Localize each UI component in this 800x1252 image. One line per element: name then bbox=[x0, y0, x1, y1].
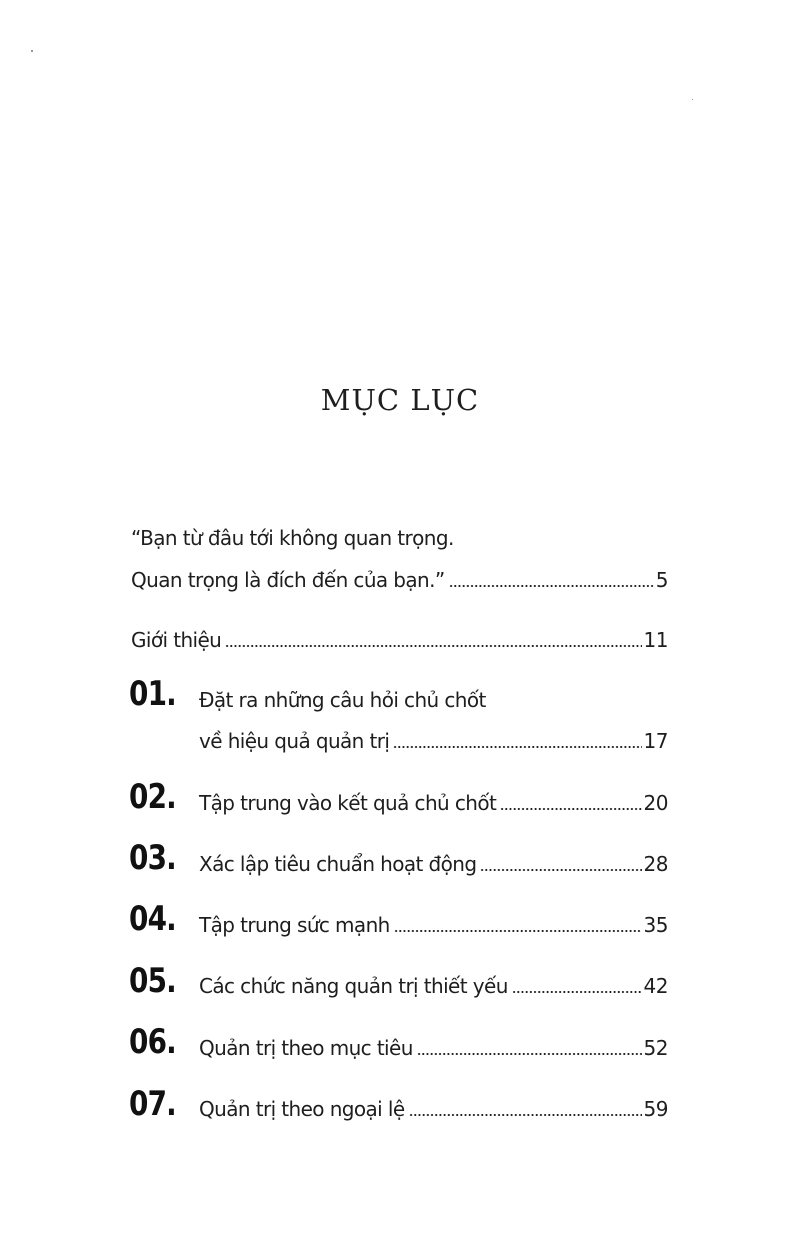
chapter-number: 01. bbox=[129, 674, 176, 714]
chapter-number: 04. bbox=[129, 899, 176, 939]
toc-entry-text: Quan trọng là đích đến của bạn.” bbox=[131, 568, 445, 592]
chapter-number: 07. bbox=[129, 1084, 176, 1124]
toc-entry-text: Tập trung vào kết quả chủ chốt bbox=[199, 791, 497, 815]
dot-leader bbox=[225, 637, 641, 647]
toc-page-number: 17 bbox=[643, 729, 668, 753]
toc-page-number: 11 bbox=[643, 628, 668, 652]
toc-page-number: 5 bbox=[655, 568, 668, 592]
toc-entry-text: Đặt ra những câu hỏi chủ chốt bbox=[199, 688, 486, 712]
toc-entry-chapter-2[interactable] bbox=[199, 781, 668, 815]
dot-leader bbox=[500, 800, 641, 810]
toc-entry-chapter-7[interactable] bbox=[199, 1087, 668, 1121]
toc-page-number: 59 bbox=[643, 1097, 668, 1121]
scan-speck bbox=[692, 99, 693, 100]
toc-entry-intro[interactable] bbox=[131, 618, 668, 652]
chapter-number: 06. bbox=[129, 1022, 176, 1062]
dot-leader bbox=[417, 1045, 642, 1055]
toc-entry-quote-line1 bbox=[131, 516, 668, 550]
chapter-number: 02. bbox=[129, 777, 176, 817]
toc-entry-text: Quản trị theo mục tiêu bbox=[199, 1036, 413, 1060]
scan-speck bbox=[31, 50, 33, 52]
toc-entry-chapter-6[interactable] bbox=[199, 1026, 668, 1060]
toc-page-number: 28 bbox=[643, 852, 668, 876]
toc-entry-chapter-1[interactable] bbox=[199, 719, 668, 753]
toc-entry-chapter-1-line1 bbox=[199, 678, 668, 712]
toc-page-number: 52 bbox=[643, 1036, 668, 1060]
toc-entry-text: Xác lập tiêu chuẩn hoạt động bbox=[199, 852, 477, 876]
toc-page-number: 35 bbox=[643, 913, 668, 937]
dot-leader bbox=[512, 983, 642, 993]
page-title: MỤC LỤC bbox=[320, 383, 480, 417]
toc-entry-text: Các chức năng quản trị thiết yếu bbox=[199, 974, 508, 998]
toc-entry-chapter-3[interactable] bbox=[199, 842, 668, 876]
toc-entry-quote[interactable] bbox=[131, 558, 668, 592]
toc-page-number: 20 bbox=[643, 791, 668, 815]
toc-entry-text: Quản trị theo ngoại lệ bbox=[199, 1097, 405, 1121]
toc-page-number: 42 bbox=[643, 974, 668, 998]
chapter-number: 05. bbox=[129, 961, 176, 1001]
dot-leader bbox=[480, 861, 641, 871]
dot-leader bbox=[393, 738, 641, 748]
toc-entry-chapter-4[interactable] bbox=[199, 903, 668, 937]
dot-leader bbox=[409, 1106, 642, 1116]
toc-entry-text: Giới thiệu bbox=[131, 628, 222, 652]
toc-entry-text: về hiệu quả quản trị bbox=[199, 729, 390, 753]
toc-entry-text: Tập trung sức mạnh bbox=[199, 913, 390, 937]
chapter-number: 03. bbox=[129, 838, 176, 878]
toc-entry-text: “Bạn từ đâu tới không quan trọng. bbox=[131, 526, 454, 550]
dot-leader bbox=[394, 922, 642, 932]
dot-leader bbox=[449, 577, 654, 587]
toc-entry-chapter-5[interactable] bbox=[199, 964, 668, 998]
